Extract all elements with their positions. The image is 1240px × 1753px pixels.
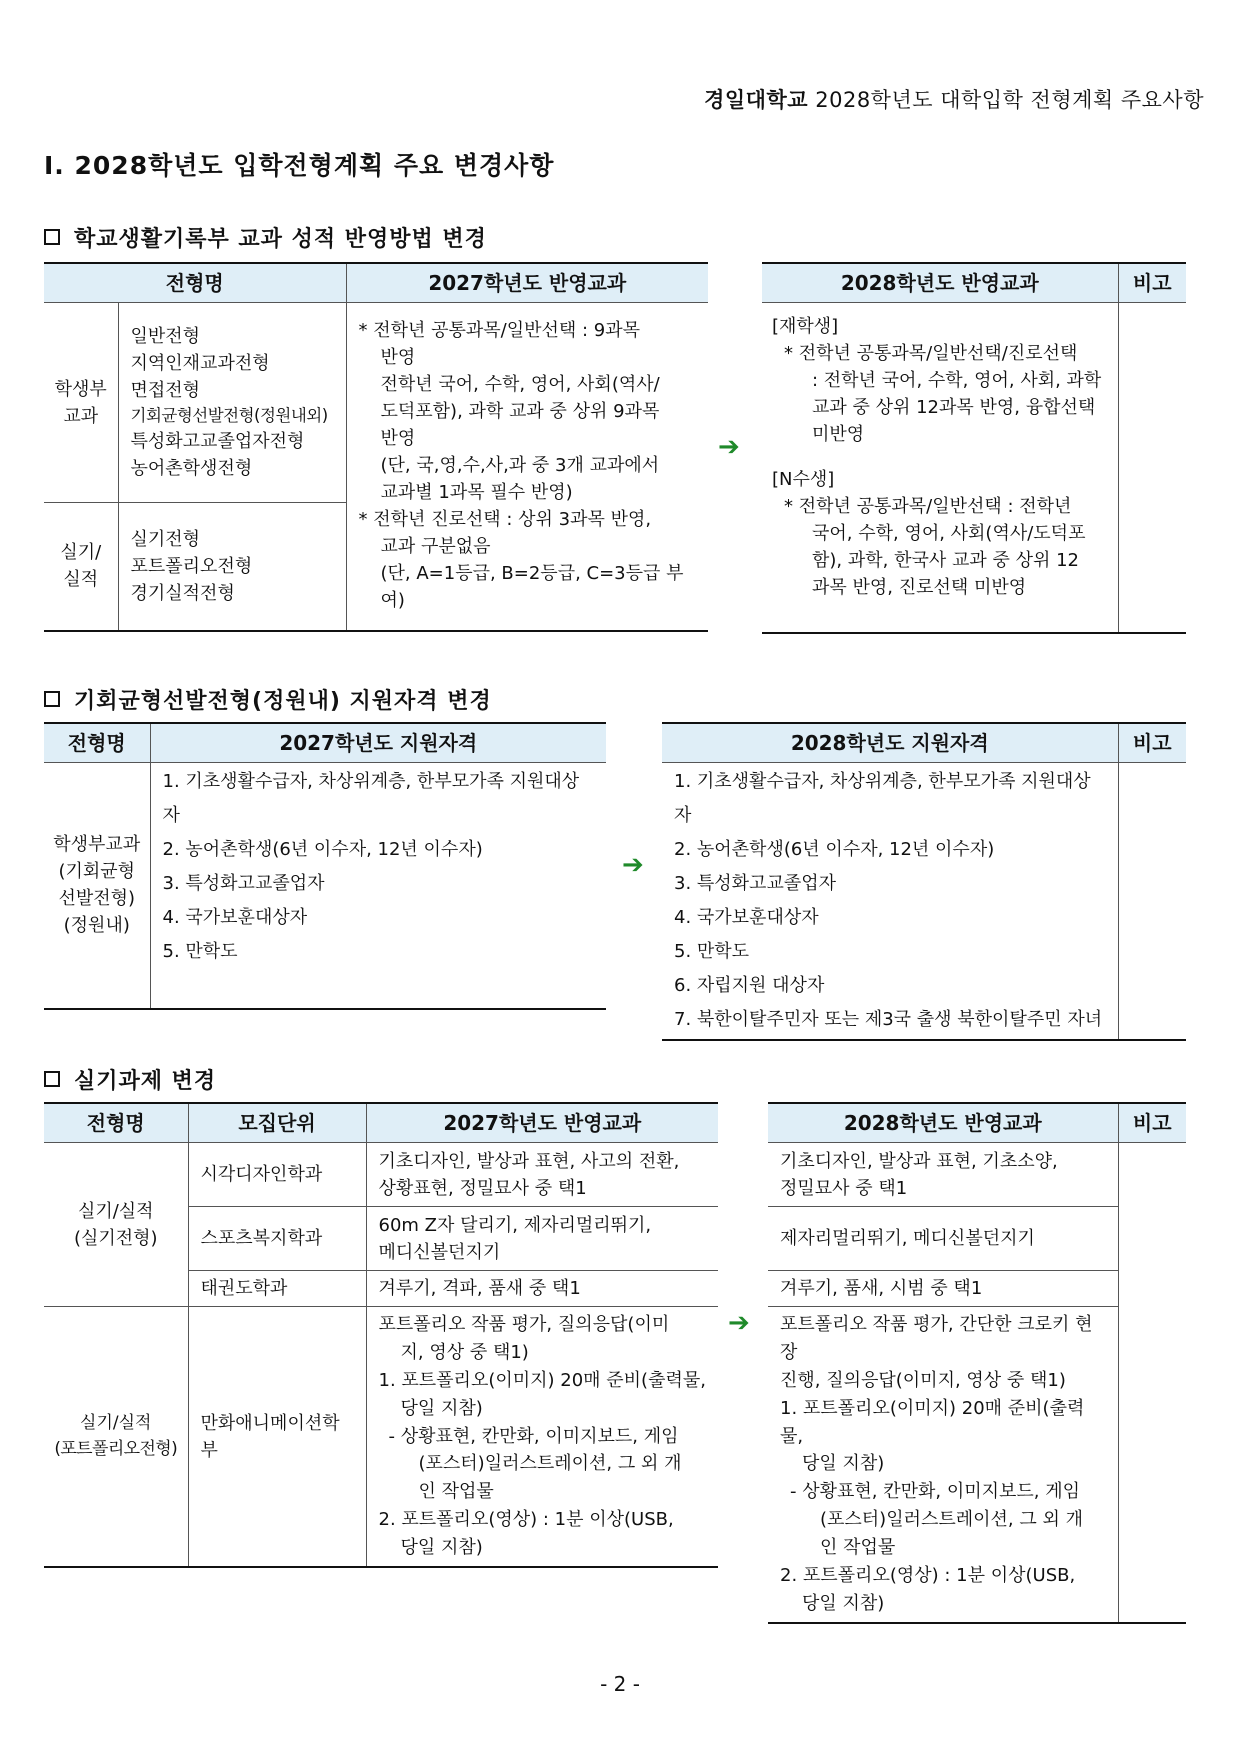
unit-cell: 스포츠복지학과	[188, 1207, 366, 1271]
col-header: 비고	[1118, 263, 1186, 303]
section-heading-3: 실기과제 변경	[44, 1064, 216, 1095]
page-title: Ⅰ. 2028학년도 입학전형계획 주요 변경사항	[44, 151, 555, 180]
arrow-right-icon: ➔	[718, 432, 740, 462]
table-2027-practical	[44, 1102, 718, 1568]
unit-cell: 만화애니메이션학부	[188, 1307, 366, 1568]
category-cell: 학생부 교과	[54, 378, 107, 427]
arrow-right-icon: ➔	[728, 1308, 750, 1338]
col-header: 2027학년도 반영교과	[346, 263, 708, 303]
table-2028-eligibility	[662, 722, 1186, 1041]
arrow-right-icon: ➔	[622, 850, 644, 880]
col-header: 2028학년도 반영교과	[768, 1103, 1118, 1143]
category-cell: 학생부교과 (기회균형 선발전형) (정원내)	[53, 834, 141, 937]
task-2027: 겨루기, 격파, 품새 중 택1	[366, 1271, 718, 1307]
page-number: - 2 -	[600, 1672, 640, 1696]
checkbox-square-icon	[44, 1071, 60, 1087]
remarks-cell	[1118, 763, 1186, 1041]
checkbox-square-icon	[44, 691, 60, 707]
task-2028: 제자리멀리뛰기, 메디신볼던지기	[768, 1207, 1118, 1271]
col-header: 비고	[1118, 1103, 1186, 1143]
col-header: 2028학년도 반영교과	[762, 263, 1118, 303]
table-2028-grades	[762, 262, 1186, 634]
unit-cell: 태권도학과	[188, 1271, 366, 1307]
col-header: 2028학년도 지원자격	[662, 723, 1118, 763]
eligibility-2028: 1. 기초생활수급자, 차상위계층, 한부모가족 지원대상자 2. 농어촌학생(6년 이수자, 12년 이수자) 3. 특성화고교졸업자 4. 국가보훈대상자 5. 만학도 6. 자립지원 대상자 7. 북한이탈주민자 또는 제3국 출생 북한이탈주민 자녀	[674, 771, 1103, 1030]
col-header: 모집단위	[188, 1103, 366, 1143]
col-header: 전형명	[44, 263, 346, 303]
task-2028: 겨루기, 품새, 시범 중 택1	[768, 1271, 1118, 1307]
col-header: 2027학년도 반영교과	[366, 1103, 718, 1143]
category-cell: 실기/실적 (실기전형)	[73, 1200, 158, 1249]
col-header: 전형명	[44, 1103, 188, 1143]
eligibility-2027: 1. 기초생활수급자, 차상위계층, 한부모가족 지원대상자 2. 농어촌학생(6년 이수자, 12년 이수자) 3. 특성화고교졸업자 4. 국가보훈대상자 5. 만학도	[150, 763, 606, 1009]
table-2027-eligibility	[44, 722, 606, 1010]
category-cell: 실기/실적 (포트폴리오전형)	[44, 1307, 188, 1568]
checkbox-square-icon	[44, 229, 60, 245]
section-heading-2: 기회균형선발전형(정원내) 지원자격 변경	[44, 684, 492, 715]
col-header: 2027학년도 지원자격	[150, 723, 606, 763]
criteria-2028: [재학생] * 전학년 공통과목/일반선택/진로선택 : 전학년 국어, 수학, 영어, 사회, 과학 교과 중 상위 12과목 반영, 융합선택 미반영 [N수생] * 전학년 공통과목/일반선택 : 전학년 국어, 수학, 영어, 사회(역사/도덕포 함), 과학, 한국사 교과 중 상위 12 과목 반영, 진로선택 미반영	[772, 316, 1102, 598]
task-2028: 기초디자인, 발상과 표현, 기초소양, 정밀묘사 중 택1	[780, 1150, 1058, 1199]
table-2028-practical	[768, 1102, 1186, 1624]
col-header: 전형명	[44, 723, 150, 763]
category-cell: 실기/ 실적	[44, 503, 118, 631]
table-2027-grades	[44, 262, 708, 632]
task-2027: 기초디자인, 발상과 표현, 사고의 전환, 상황표현, 정밀묘사 중 택1	[366, 1143, 718, 1207]
section-heading-1: 학교생활기록부 교과 성적 반영방법 변경	[44, 222, 487, 253]
admission-type-list: 실기전형 포트폴리오전형 경기실적전형	[118, 503, 346, 631]
document-header: 경일대학교 2028학년도 대학입학 전형계획 주요사항	[704, 88, 1204, 112]
col-header: 비고	[1118, 723, 1186, 763]
task-2028: 포트폴리오 작품 평가, 간단한 크로키 현장 진행, 질의응답(이미지, 영상 중 택1) 1. 포트폴리오(이미지) 20매 준비(출력물, 당일 지참) - 상황표현, 칸만화, 이미지보드, 게임 (포스터)일러스트레이션, 그 외 개 인 작업물 2. 포트폴리오(영상) : 1분 이상(USB, 당일 지참)	[768, 1307, 1118, 1623]
task-2027: 60m Z자 달리기, 제자리멀리뛰기, 메디신볼던지기	[366, 1207, 718, 1271]
unit-cell: 시각디자인학과	[188, 1143, 366, 1207]
task-2027: 포트폴리오 작품 평가, 질의응답(이미 지, 영상 중 택1) 1. 포트폴리오(이미지) 20매 준비(출력물, 당일 지참) - 상황표현, 칸만화, 이미지보드, 게임 (포스터)일러스트레이션, 그 외 개 인 작업물 2. 포트폴리오(영상) : 1분 이상(USB, 당일 지참)	[366, 1307, 718, 1568]
remarks-cell	[1118, 1143, 1186, 1623]
remarks-cell	[1118, 303, 1186, 633]
criteria-2027: * 전학년 공통과목/일반선택 : 9과목 반영 전학년 국어, 수학, 영어, 사회(역사/ 도덕포함), 과학 교과 중 상위 9과목 반영 (단, 국,영,수,사,과 중 3개 교과에서 교과별 1과목 필수 반영) * 전학년 진로선택 : 상위 3과목 반영, 교과 구분없음 (단, A=1등급, B=2등급, C=3등급 부여)	[346, 303, 708, 631]
admission-type-list: 일반전형 지역인재교과전형 면접전형 기회균형선발전형(정원내외) 특성화고교졸업자전형 농어촌학생전형	[118, 303, 346, 503]
